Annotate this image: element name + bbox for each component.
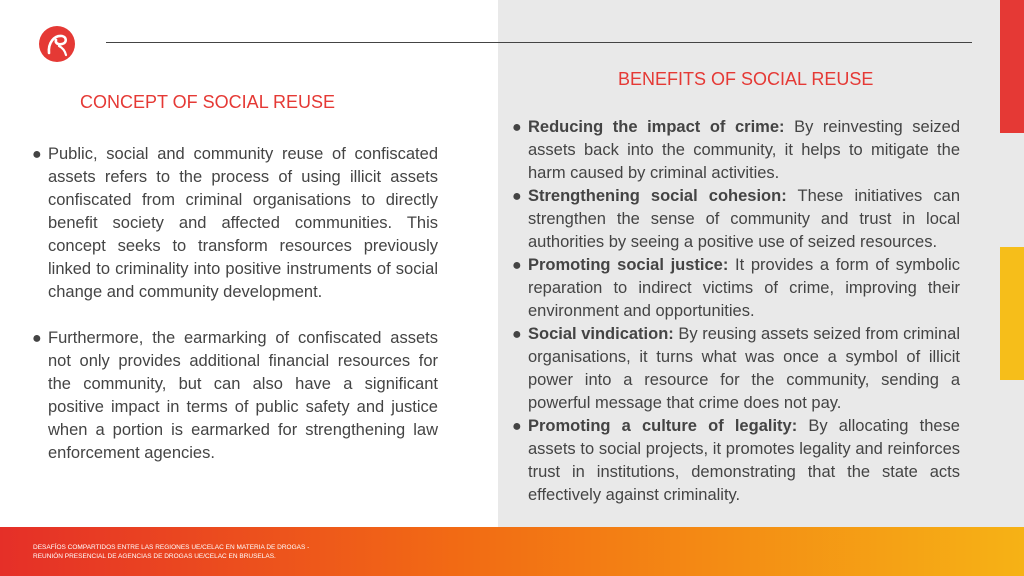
bullet-icon: ● (512, 418, 522, 435)
header-divider (106, 42, 972, 43)
concept-paragraph-text: Public, social and community reuse of confiscated assets refers to the process of using illicit assets confiscated from criminal organisations to directly benefit society and affected communities. This concept seeks to transform resources previously linked to criminality into positive instruments of social change and community development. (48, 145, 438, 301)
benefit-label: Strengthening social cohesion: (528, 187, 787, 205)
footer-bar (0, 527, 1024, 576)
footer-text (33, 543, 309, 561)
concept-title: CONCEPT OF SOCIAL REUSE (80, 92, 336, 112)
benefit-label: Social vindication: (528, 325, 674, 343)
benefit-item (512, 415, 960, 507)
benefits-title: BENEFITS OF SOCIAL REUSE (618, 69, 874, 89)
benefit-label: Reducing the impact of crime: (528, 118, 785, 136)
concept-column (32, 143, 438, 465)
benefit-label: Promoting social justice: (528, 256, 729, 274)
concept-paragraph-text: Furthermore, the earmarking of confiscated assets not only provides additional financial resources for the community, but can also have a significant positive impact in terms of public safety and justice when a portion is earmarked for strengthening law enforcement agencies. (48, 329, 438, 462)
benefit-item (512, 254, 960, 323)
accent-bar-yellow (1000, 247, 1024, 380)
benefit-text: By allocating these assets to social projects, it promotes legality and reinforces trust in institutions, demonstrating that the state acts effectively against criminality. (528, 417, 960, 504)
benefit-label: Promoting a culture of legality: (528, 417, 798, 435)
bullet-icon: ● (512, 326, 522, 343)
benefits-column (512, 116, 960, 507)
benefit-item (512, 323, 960, 415)
bullet-icon: ● (512, 257, 522, 274)
benefit-text: By reinvesting seized assets back into the community, it helps to mitigate the harm caused by criminal activities. (528, 118, 960, 182)
bullet-icon: ● (32, 146, 42, 163)
footer-line-1: DESAFÍOS COMPARTIDOS ENTRE LAS REGIONES UE/CELAC EN MATERIA DE DROGAS - (33, 544, 310, 551)
logo-icon (38, 25, 76, 63)
benefit-text: These initiatives can strengthen the sense of community and trust in local authorities by seeing a positive use of seized resources. (528, 187, 960, 251)
bullet-icon: ● (512, 119, 522, 136)
footer-line-2: REUNIÓN PRESENCIAL DE AGENCIAS DE DROGAS UE/CELAC EN BRUSELAS. (33, 553, 276, 560)
bullet-icon: ● (512, 188, 522, 205)
benefit-text: It provides a form of symbolic reparation to indirect victims of crime, improving their environment and opportunities. (528, 256, 960, 320)
concept-paragraph (32, 327, 438, 465)
benefit-item (512, 185, 960, 254)
concept-paragraph (32, 143, 438, 304)
accent-bar-red (1000, 0, 1024, 133)
benefit-item (512, 116, 960, 185)
benefit-text: By reusing assets seized from criminal organisations, it turns what was once a symbol of illicit power into a resource for the community, sending a powerful message that crime does not pay. (528, 325, 960, 412)
bullet-icon: ● (32, 330, 42, 347)
